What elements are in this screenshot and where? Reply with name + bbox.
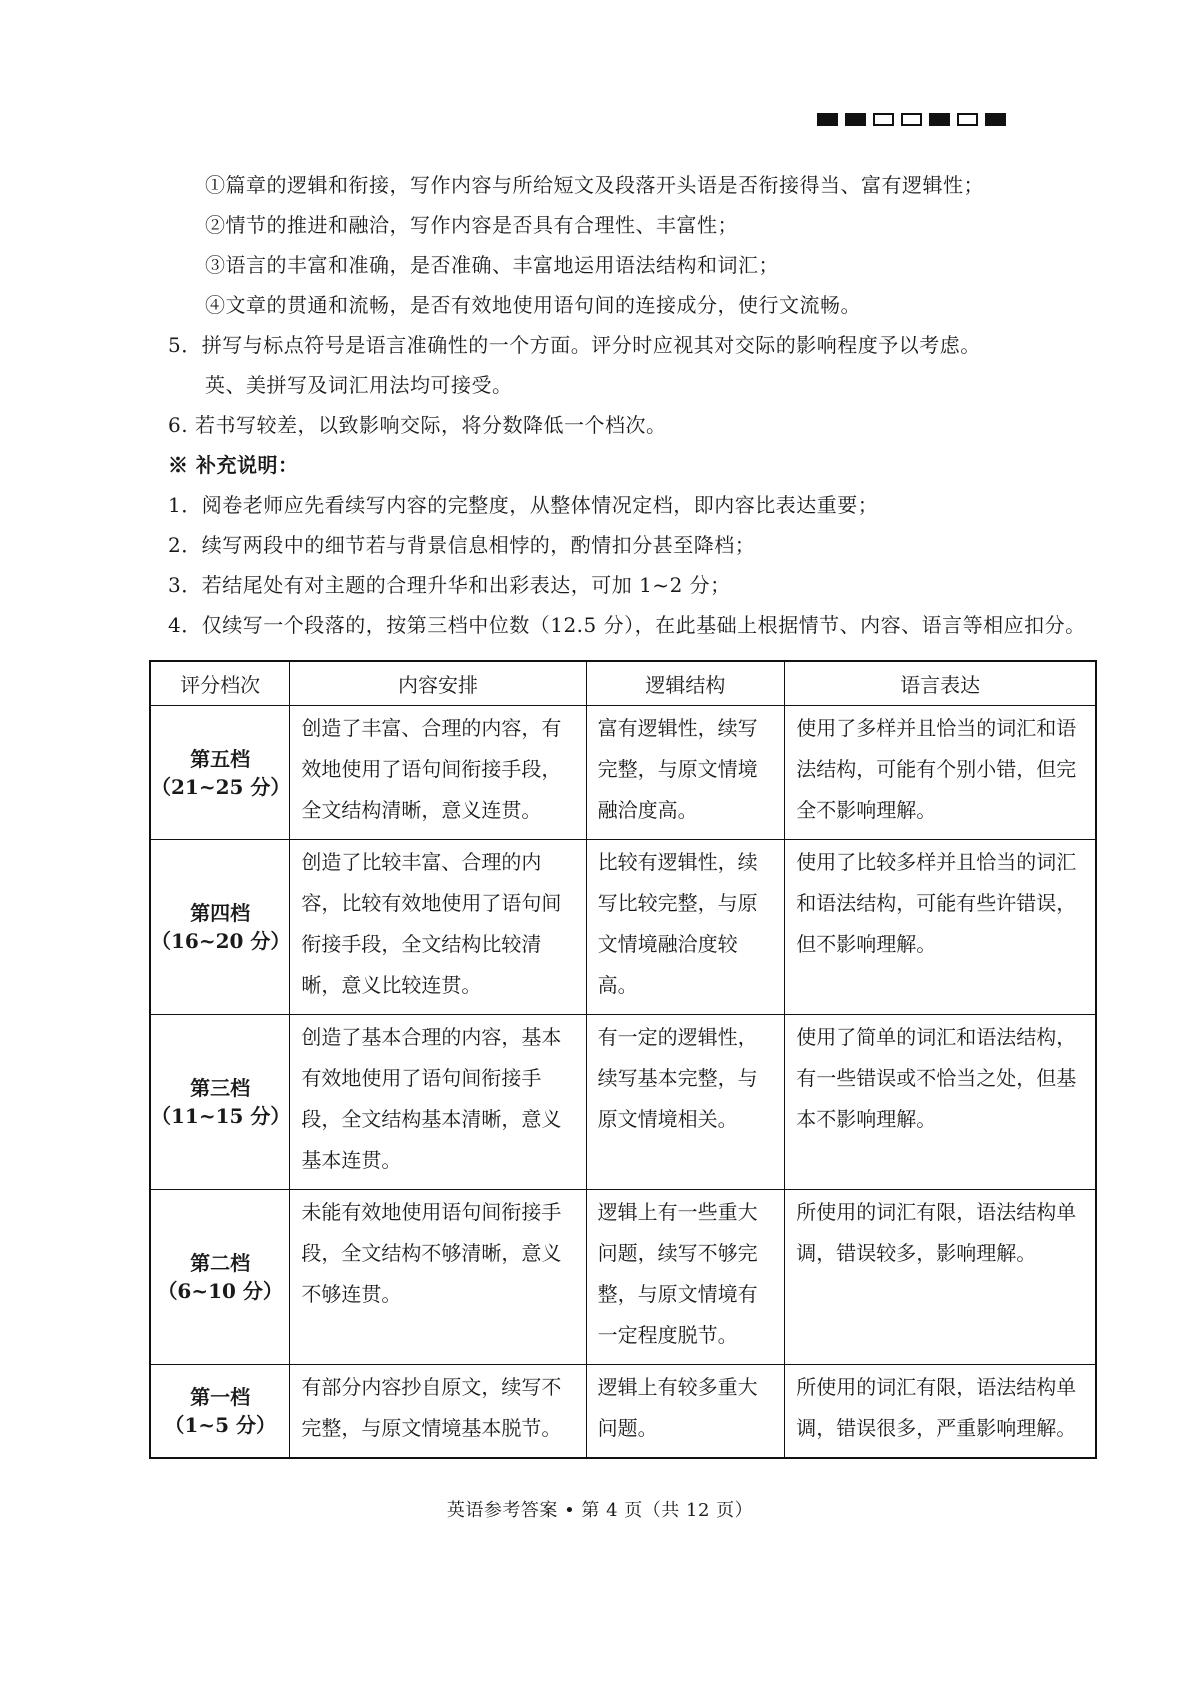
content-cell: 创造了比较丰富、合理的内容，比较有效地使用了语句间衔接手段，全文结构比较清晰，意义比较连贯。 bbox=[290, 840, 586, 1015]
level-cell bbox=[150, 1365, 290, 1459]
logic-cell: 富有逻辑性，续写完整，与原文情境融洽度高。 bbox=[586, 706, 785, 840]
level-name: 第一档 bbox=[190, 1385, 251, 1409]
supplement-4: 4．仅续写一个段落的，按第三档中位数（12.5 分），在此基础上根据情节、内容、语言等相应扣分。 bbox=[168, 613, 1086, 637]
supplement-2: 2．续写两段中的细节若与背景信息相悖的，酌情扣分甚至降档； bbox=[168, 533, 756, 557]
criterion-2: ②情节的推进和融洽，写作内容是否具有合理性、丰富性； bbox=[205, 213, 738, 237]
table-row bbox=[150, 1190, 1096, 1365]
language-cell: 使用了比较多样并且恰当的词汇和语法结构，可能有些许错误，但不影响理解。 bbox=[785, 840, 1096, 1015]
table-header-row bbox=[150, 661, 1096, 706]
scoring-notes bbox=[168, 165, 1098, 645]
language-cell: 使用了多样并且恰当的词汇和语法结构，可能有个别小错，但完全不影响理解。 bbox=[785, 706, 1096, 840]
logic-cell: 逻辑上有较多重大问题。 bbox=[586, 1365, 785, 1459]
supplement-1: 1．阅卷老师应先看续写内容的完整度，从整体情况定档，即内容比表达重要； bbox=[168, 493, 879, 517]
level-cell bbox=[150, 1190, 290, 1365]
content-cell: 有部分内容抄自原文，续写不完整，与原文情境基本脱节。 bbox=[290, 1365, 586, 1459]
level-cell bbox=[150, 840, 290, 1015]
language-cell: 所使用的词汇有限，语法结构单调，错误较多，影响理解。 bbox=[785, 1190, 1096, 1365]
logic-cell: 逻辑上有一些重大问题，续写不够完整，与原文情境有一定程度脱节。 bbox=[586, 1190, 785, 1365]
header-mark-3 bbox=[873, 113, 894, 126]
level-name: 第三档 bbox=[190, 1076, 251, 1100]
language-cell: 使用了简单的词汇和语法结构，有一些错误或不恰当之处，但基本不影响理解。 bbox=[785, 1015, 1096, 1190]
level-name: 第四档 bbox=[190, 901, 251, 925]
header-logic: 逻辑结构 bbox=[586, 661, 785, 706]
level-name: 第二档 bbox=[190, 1251, 251, 1275]
logic-cell: 比较有逻辑性，续写比较完整，与原文情境融洽度较高。 bbox=[586, 840, 785, 1015]
rule-6: 6. 若书写较差，以致影响交际，将分数降低一个档次。 bbox=[168, 413, 667, 437]
criterion-3: ③语言的丰富和准确，是否准确、丰富地运用语法结构和词汇； bbox=[205, 253, 779, 277]
table-row bbox=[150, 1015, 1096, 1190]
supplement-3: 3．若结尾处有对主题的合理升华和出彩表达，可加 1~2 分； bbox=[168, 573, 731, 597]
level-range: （16~20 分） bbox=[151, 929, 291, 953]
page-footer: 英语参考答案 • 第 4 页（共 12 页） bbox=[446, 1500, 754, 1521]
table-row bbox=[150, 1365, 1096, 1459]
logic-cell: 有一定的逻辑性，续写基本完整，与原文情境相关。 bbox=[586, 1015, 785, 1190]
header-content: 内容安排 bbox=[290, 661, 586, 706]
criterion-4: ④文章的贯通和流畅，是否有效地使用语句间的连接成分，使行文流畅。 bbox=[205, 293, 861, 317]
level-name: 第五档 bbox=[190, 746, 251, 771]
level-cell bbox=[150, 706, 290, 840]
header-mark-2 bbox=[845, 113, 866, 126]
rule-5: 5．拼写与标点符号是语言准确性的一个方面。评分时应视其对交际的影响程度予以考虑。 bbox=[168, 333, 981, 357]
rule-5-continued: 英、美拼写及词汇用法均可接受。 bbox=[205, 373, 513, 397]
table-row bbox=[150, 706, 1096, 840]
content-cell: 创造了丰富、合理的内容，有效地使用了语句间衔接手段，全文结构清晰，意义连贯。 bbox=[290, 706, 586, 840]
header-mark-4 bbox=[901, 113, 922, 126]
level-range: （11~15 分） bbox=[151, 1104, 291, 1128]
table-row bbox=[150, 840, 1096, 1015]
level-cell bbox=[150, 1015, 290, 1190]
header-mark-5 bbox=[929, 113, 950, 126]
supplement-heading: ※ 补充说明： bbox=[168, 453, 299, 477]
header-language: 语言表达 bbox=[785, 661, 1096, 706]
scoring-rubric-table bbox=[149, 660, 1097, 1459]
header-mark-1 bbox=[817, 113, 838, 126]
header-marks bbox=[817, 113, 1006, 126]
level-range: （21~25 分） bbox=[151, 774, 291, 799]
header-level: 评分档次 bbox=[150, 661, 290, 706]
language-cell: 所使用的词汇有限，语法结构单调，错误很多，严重影响理解。 bbox=[785, 1365, 1096, 1459]
criterion-1: ①篇章的逻辑和衔接，写作内容与所给短文及段落开头语是否衔接得当、富有逻辑性； bbox=[205, 173, 984, 197]
content-cell: 未能有效地使用语句间衔接手段，全文结构不够清晰，意义不够连贯。 bbox=[290, 1190, 586, 1365]
header-mark-6 bbox=[957, 113, 978, 126]
content-cell: 创造了基本合理的内容，基本有效地使用了语句间衔接手段，全文结构基本清晰，意义基本连贯。 bbox=[290, 1015, 586, 1190]
header-mark-7 bbox=[985, 113, 1006, 126]
level-range: （6~10 分） bbox=[157, 1279, 283, 1303]
level-range: （1~5 分） bbox=[164, 1413, 276, 1437]
